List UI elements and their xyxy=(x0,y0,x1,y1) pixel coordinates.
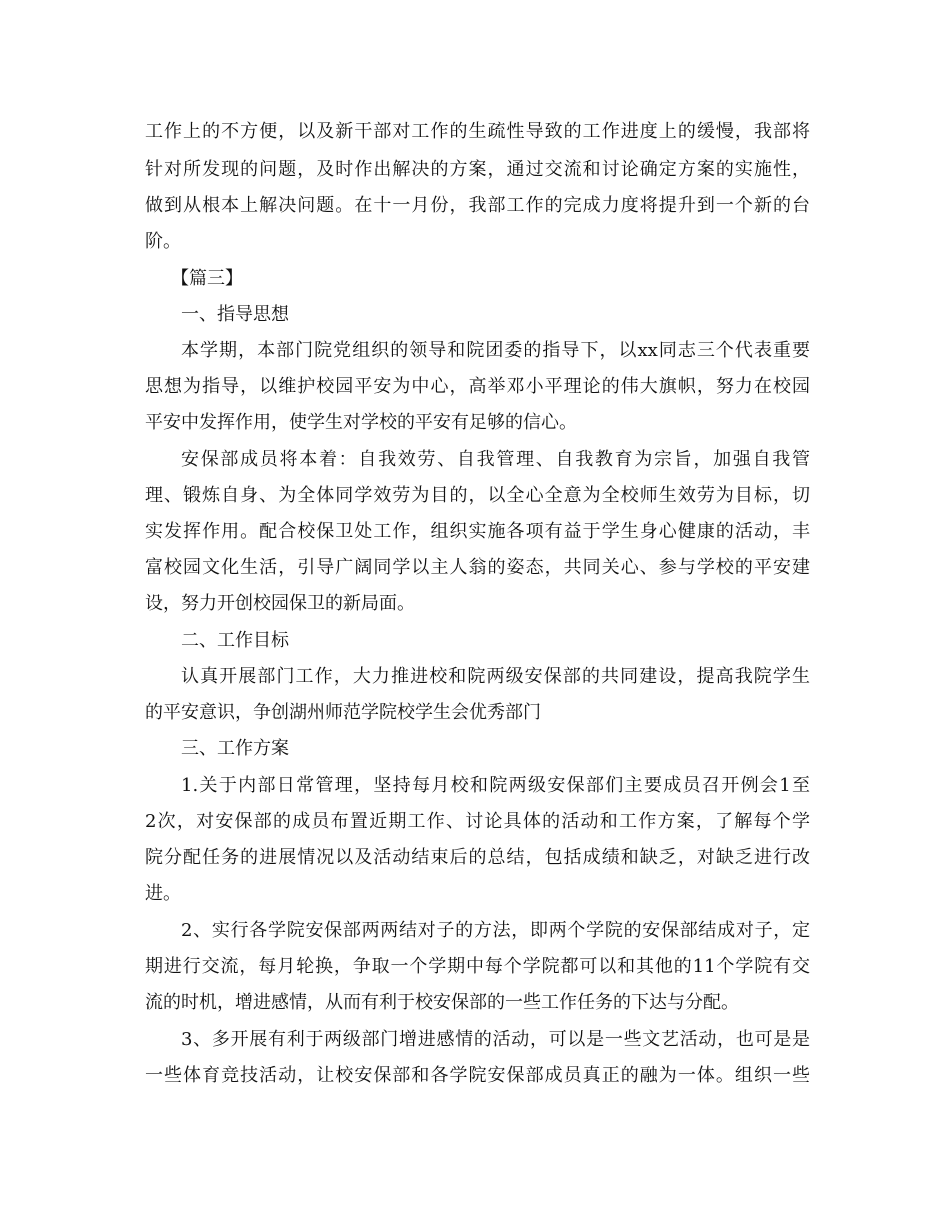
text-line: 设，努力开创校园保卫的新局面。 xyxy=(145,593,415,614)
text-line: 1.关于内部日常管理，坚持每月校和院两级安保部们主要成员召开例会1至 xyxy=(181,775,810,796)
section-heading: 【篇三】 xyxy=(171,268,243,289)
text-line: 流的时机，增进感情，从而有利于校安保部的一些工作任务的下达与分配。 xyxy=(145,992,739,1013)
text-line: 院分配任务的进展情况以及活动结束后的总结，包括成绩和缺乏，对缺乏进行改 xyxy=(145,847,810,868)
text-line: 做到从根本上解决问题。在十一月份，我部工作的完成力度将提升到一个新的台 xyxy=(145,195,810,216)
text-line: 2、实行各学院安保部两两结对子的方法，即两个学院的安保部结成对子，定 xyxy=(181,920,810,941)
text-line: 工作上的不方便，以及新干部对工作的生疏性导致的工作进度上的缓慢，我部将 xyxy=(145,121,810,142)
text-line: 理、锻炼自身、为全体同学效劳为目的，以全心全意为全校师生效劳为目标，切 xyxy=(145,485,810,506)
text-line: 的平安意识，争创湖州师范学院校学生会优秀部门 xyxy=(145,702,541,723)
text-line: 针对所发现的问题，及时作出解决的方案，通过交流和讨论确定方案的实施性， xyxy=(145,159,810,180)
text-line: 平安中发挥作用，使学生对学校的平安有足够的信心。 xyxy=(145,412,577,433)
text-line: 2次，对安保部的成员布置近期工作、讨论具体的活动和工作方案，了解每个学 xyxy=(145,811,810,832)
subsection-heading: 三、工作方案 xyxy=(181,738,289,759)
text-line: 实发挥作用。配合校保卫处工作，组织实施各项有益于学生身心健康的活动，丰 xyxy=(145,521,810,542)
text-line: 阶。 xyxy=(145,231,181,252)
text-line: 认真开展部门工作，大力推进校和院两级安保部的共同建设，提高我院学生 xyxy=(181,666,810,687)
subsection-heading: 二、工作目标 xyxy=(181,630,289,651)
text-line: 期进行交流，每月轮换，争取一个学期中每个学院都可以和其他的11个学院有交 xyxy=(145,956,810,977)
text-line: 安保部成员将本着：自我效劳、自我管理、自我教育为宗旨，加强自我管 xyxy=(181,449,810,470)
text-line: 富校园文化生活，引导广阔同学以主人翁的姿态，共同关心、参与学校的平安建 xyxy=(145,557,810,578)
subsection-heading: 一、指导思想 xyxy=(181,304,289,325)
text-line: 3、多开展有利于两级部门增进感情的活动，可以是一些文艺活动，也可是是 xyxy=(181,1029,810,1050)
text-line: 本学期，本部门院党组织的领导和院团委的指导下，以xx同志三个代表重要 xyxy=(181,340,810,361)
text-line: 一些体育竞技活动，让校安保部和各学院安保部成员真正的融为一体。组织一些 xyxy=(145,1065,810,1086)
text-line: 进。 xyxy=(145,883,181,904)
text-line: 思想为指导，以维护校园平安为中心，高举邓小平理论的伟大旗帜，努力在校园 xyxy=(145,376,810,397)
